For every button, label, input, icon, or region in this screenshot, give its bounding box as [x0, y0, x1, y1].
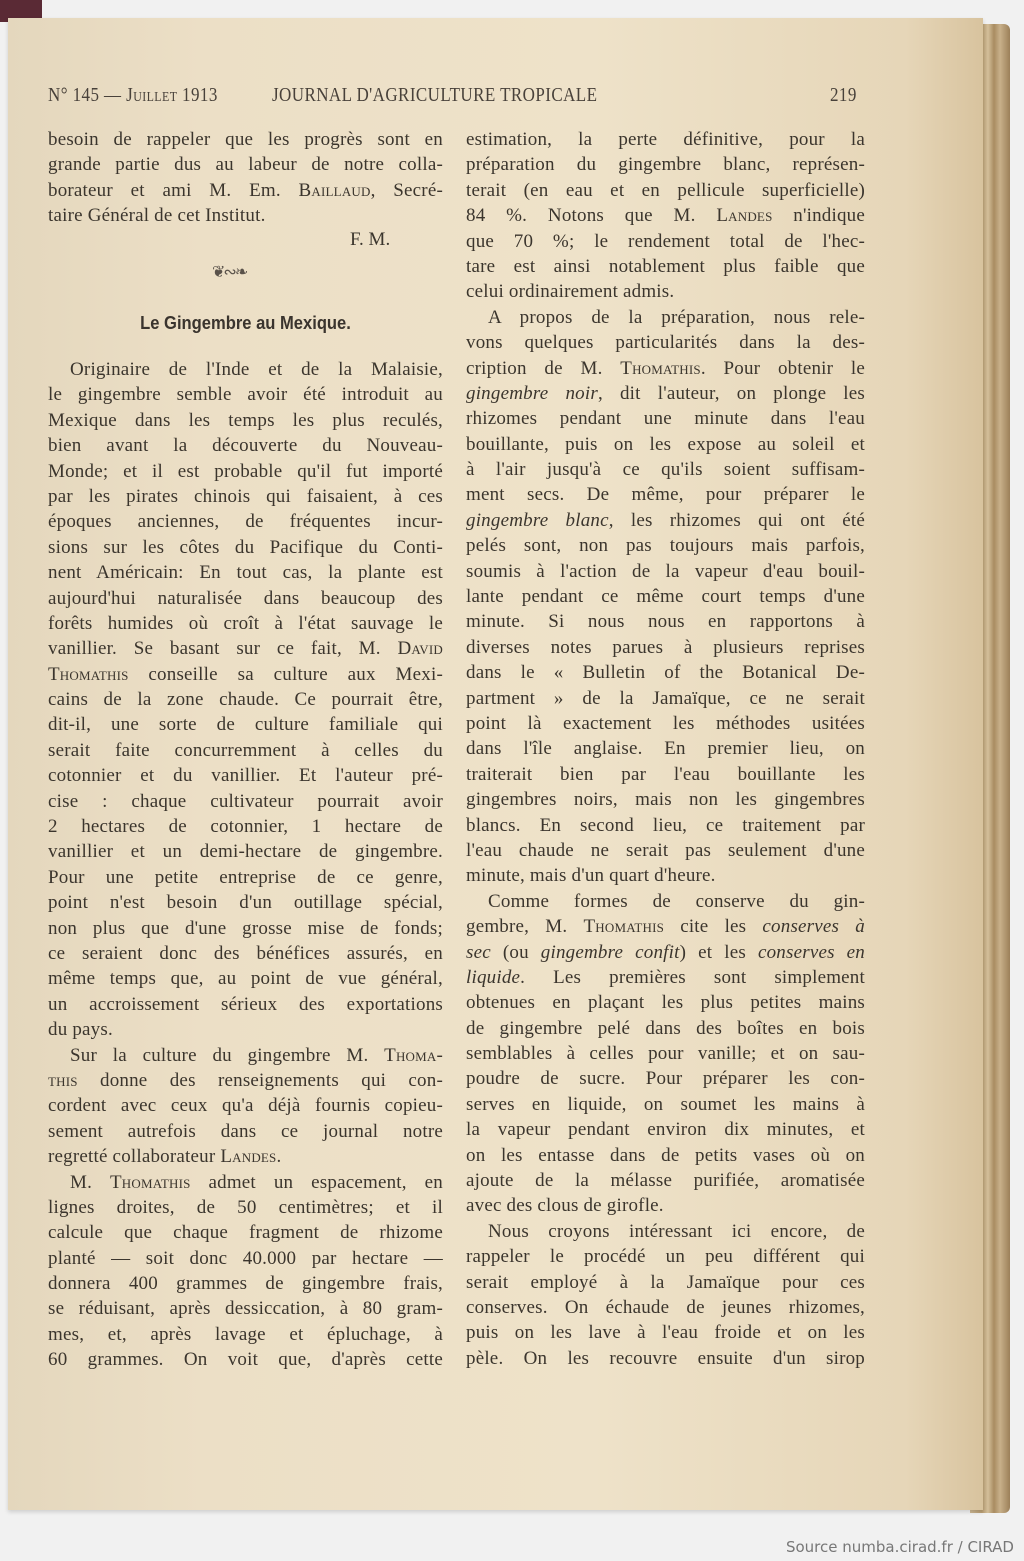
text-line [48, 839, 443, 864]
text-run: rappeler le procédé un peu différent qui [466, 1246, 865, 1268]
text-line [466, 559, 865, 584]
text-line [48, 1220, 443, 1245]
small-caps-name: Thomathis [48, 663, 129, 685]
text-line [48, 535, 443, 560]
text-line [48, 408, 443, 433]
text-run: . [276, 1146, 282, 1168]
text-line [466, 330, 865, 355]
text-line [466, 1016, 865, 1041]
text-line [466, 305, 865, 330]
text-run: . Les premières sont simplement [520, 966, 865, 988]
text-line [48, 687, 443, 712]
text-line [466, 1295, 865, 1320]
text-run: préparation du gingembre blanc, représen- [466, 154, 865, 176]
text-run: un accroissement sérieux des exportations [48, 993, 443, 1015]
text-line [48, 890, 443, 915]
text-line [48, 865, 443, 890]
text-line [48, 1119, 443, 1144]
text-line [466, 1346, 865, 1371]
text-line [466, 1244, 865, 1269]
text-run: vons quelques particularités dans la des- [466, 332, 865, 354]
text-run: diverses notes parues à plusieurs reprises [466, 636, 865, 658]
text-run: traiterait bien par l'eau bouillante les [466, 763, 865, 785]
text-run: conserves. On échaude de jeunes rhizomes, [466, 1296, 865, 1318]
italic-term: sec [466, 941, 491, 963]
text-line [466, 889, 865, 914]
text-line [466, 229, 865, 254]
text-run: époques anciennes, de fréquentes incur- [48, 511, 443, 533]
text-line [48, 382, 443, 407]
text-line [466, 254, 865, 279]
text-run: cains de la zone chaude. Ce pourrait être, [48, 689, 443, 711]
text-line [466, 279, 865, 304]
text-run: serait employé à la Jamaïque pour ces [466, 1271, 865, 1293]
text-line [466, 813, 865, 838]
text-run: point là exactement les méthodes usitées [466, 712, 865, 734]
text-line [466, 736, 865, 761]
source-credit: Source numba.cirad.fr / CIRAD [785, 1538, 1014, 1556]
text-run: estimation, la perte définitive, pour la [466, 129, 865, 150]
text-line [466, 406, 865, 431]
text-line [48, 1296, 443, 1321]
text-line [48, 763, 443, 788]
text-run: ajoute de la mélasse purifiée, aromatisée [466, 1170, 865, 1192]
left-column-continuation [48, 127, 443, 229]
text-line [48, 560, 443, 585]
text-run: Sur la culture du gingembre M. [70, 1044, 385, 1066]
italic-term: conserves à [762, 916, 865, 938]
text-run: dit-il, une sorte de culture familiale qui [48, 714, 443, 736]
text-line [48, 357, 443, 382]
text-run: bien avant la découverte du Nouveau- [48, 435, 443, 457]
text-line [466, 1092, 865, 1117]
text-line [466, 1193, 865, 1218]
text-run: lante pendant ce même court temps d'une [466, 586, 865, 608]
text-run: celui ordinairement admis. [466, 281, 675, 303]
text-line [466, 432, 865, 457]
text-run: , Secré- [370, 179, 443, 201]
text-run: sement autrefois dans ce journal notre [48, 1120, 443, 1142]
text-run: par les pirates chinois qui faisaient, à ces [48, 485, 443, 507]
text-line [48, 1144, 443, 1169]
text-line [466, 1219, 865, 1244]
text-line [466, 1143, 865, 1168]
text-line [466, 533, 865, 558]
text-run: l'eau chaude ne serait pas seulement d'une [466, 839, 865, 861]
text-line [48, 966, 443, 991]
text-line [466, 508, 865, 533]
text-run: regretté collaborateur [48, 1146, 221, 1168]
text-run: gingembres noirs, mais non les gingembres [466, 789, 865, 811]
text-line [48, 1093, 443, 1118]
text-run: A propos de la préparation, nous rele- [488, 306, 865, 328]
text-run: M. [70, 1171, 110, 1193]
text-run: Pour une petite entreprise de ce genre, [48, 866, 443, 888]
text-line [48, 814, 443, 839]
text-run: lignes droites, de 50 centimètres; et il [48, 1196, 443, 1218]
text-line [466, 457, 865, 482]
text-line [48, 586, 443, 611]
text-run: sions sur les côtes du Pacifique du Conti- [48, 536, 443, 558]
text-line [48, 509, 443, 534]
text-run: n'indique [772, 205, 865, 227]
text-run: conseille sa culture aux Mexi- [128, 663, 443, 685]
text-run: dans l'île anglaise. En premier lieu, on [466, 738, 865, 760]
text-run: ) et les [679, 941, 758, 963]
text-run: ment secs. De même, pour préparer le [466, 484, 865, 506]
text-line [466, 940, 865, 965]
text-run: rhizomes pendant une minute dans l'eau [466, 408, 865, 430]
text-run: du pays. [48, 1019, 113, 1041]
text-line [48, 611, 443, 636]
italic-term: gingembre blanc [466, 509, 609, 531]
text-line [466, 965, 865, 990]
text-run: ce seraient donc des bénéfices assurés, en [48, 942, 443, 964]
small-caps-name: Thoma- [384, 1044, 443, 1066]
text-line [48, 992, 443, 1017]
text-run: donnera 400 grammes de gingembre frais, [48, 1273, 443, 1295]
small-caps-name: this [48, 1069, 78, 1091]
italic-term: liquide [466, 966, 521, 988]
text-run: nent Américain: En tout cas, la plante est [48, 562, 443, 584]
text-run: puis on les lave à l'eau froide et on les [466, 1322, 865, 1344]
text-run: poudre de sucre. Pour préparer les con- [466, 1068, 865, 1090]
text-line [48, 1347, 443, 1372]
issue-month: Juillet [126, 84, 178, 106]
text-line [48, 203, 443, 228]
text-line [48, 662, 443, 687]
text-run: cordent avec ceux qu'a déjà fournis copieu- [48, 1095, 443, 1117]
text-line [466, 203, 865, 228]
text-line [466, 787, 865, 812]
text-run: serait faite concurremment à celles du [48, 739, 443, 761]
text-run: serves en liquide, on soumet les mains à [466, 1093, 865, 1115]
text-line [466, 1041, 865, 1066]
text-run: (ou [490, 941, 541, 963]
small-caps-name: Landes [716, 205, 773, 227]
text-run: la vapeur pendant environ dix minutes, et [466, 1119, 865, 1141]
text-run: bouillante, puis on les expose au soleil et [466, 433, 865, 455]
text-line [48, 916, 443, 941]
issue-year: 1913 [177, 84, 218, 106]
text-line [466, 178, 865, 203]
text-line [466, 990, 865, 1015]
journal-title: JOURNAL D'AGRICULTURE TROPICALE [272, 84, 598, 106]
text-run: minute. Si nous nous en rapportons à [466, 611, 865, 633]
issue-number: N° 145 — [48, 84, 127, 106]
ornament-divider: ❦∾❧ [212, 264, 247, 281]
text-line [466, 482, 865, 507]
text-run: calcule que chaque fragment de rhizome [48, 1222, 443, 1244]
small-caps-name: David [397, 638, 443, 660]
text-run: 84 %. Notons que M. [466, 205, 717, 227]
text-run: Mexique dans les temps les plus reculés, [48, 409, 443, 431]
text-run: Monde; et il est probable qu'il fut importé [48, 460, 443, 482]
text-line [466, 356, 865, 381]
text-line [48, 152, 443, 177]
small-caps-name: Thomathis [583, 916, 665, 938]
text-run: vanillier et un demi-hectare de gingembre. [48, 841, 443, 863]
text-run: vanillier. Se basant sur ce fait, M. [48, 638, 398, 660]
text-run: donne des renseignements qui con- [77, 1069, 443, 1091]
right-column-body [466, 127, 865, 1371]
text-line [48, 636, 443, 661]
text-run: 2 hectares de cotonnier, 1 hectare de [48, 816, 443, 838]
text-run: , dit l'auteur, on plonge les [597, 382, 866, 404]
text-line [48, 1043, 443, 1068]
text-run: aujourd'hui naturalisée dans beaucoup des [48, 587, 443, 609]
text-line [48, 127, 443, 152]
small-caps-name: Baillaud [298, 179, 371, 201]
text-line [466, 762, 865, 787]
text-run: blancs. En second lieu, ce traitement par [466, 814, 865, 836]
text-run: terait (en eau et en pellicule superficielle) [466, 179, 865, 201]
text-line [466, 381, 865, 406]
text-line [466, 686, 865, 711]
text-run: grande partie dus au labeur de notre colla- [48, 154, 443, 176]
text-line [48, 738, 443, 763]
text-line [466, 863, 865, 888]
text-line [48, 1068, 443, 1093]
text-run: cription de M. [466, 357, 621, 379]
text-run: besoin de rappeler que les progrès sont en [48, 129, 443, 150]
text-run: avec des clous de girofle. [466, 1195, 664, 1217]
text-line [48, 459, 443, 484]
text-run: gembre, M. [466, 916, 584, 938]
text-run: 60 grammes. On voit que, d'après cette [48, 1349, 443, 1371]
text-run: dans le « Bulletin of the Botanical De- [466, 662, 865, 684]
text-run: que 70 %; le rendement total de l'hec- [466, 230, 865, 252]
text-run: cise : chaque cultivateur pourrait avoir [48, 790, 443, 812]
small-caps-name: Landes [220, 1146, 277, 1168]
text-run: . Pour obtenir le [700, 357, 865, 379]
text-line [48, 1246, 443, 1271]
text-line [466, 152, 865, 177]
text-line [48, 1017, 443, 1042]
text-run: pelés sont, non pas toujours mais parfois, [466, 535, 865, 557]
text-run: borateur et ami M. Em. [48, 179, 299, 201]
text-line [466, 1168, 865, 1193]
text-run: à l'air jusqu'à ce qu'ils soient suffisam- [466, 459, 865, 481]
text-run: mes, et, après lavage et épluchage, à [48, 1323, 443, 1345]
text-line [48, 789, 443, 814]
text-run: taire Général de cet Institut. [48, 205, 266, 227]
italic-term: gingembre confit [540, 941, 680, 963]
text-run: même temps que, au point de vue général, [48, 968, 443, 990]
text-run: non plus que d'une grosse mise de fonds; [48, 917, 443, 939]
issue-info [48, 84, 218, 107]
text-run: le gingembre semble avoir été introduit au [48, 384, 443, 406]
text-line [466, 127, 865, 152]
italic-term: gingembre noir [466, 382, 598, 404]
small-caps-name: Thomathis [620, 357, 701, 379]
text-run: , les rhizomes qui ont été [608, 509, 865, 531]
text-run: tare est ainsi notablement plus faible que [466, 255, 865, 277]
text-run: forêts humides où croît à l'état sauvage le [48, 612, 443, 634]
text-line [466, 584, 865, 609]
text-run: minute, mais d'un quart d'heure. [466, 865, 716, 887]
text-line [466, 1117, 865, 1142]
text-line [466, 838, 865, 863]
text-line [48, 178, 443, 203]
text-line [48, 712, 443, 737]
text-run: de gingembre pelé dans des boîtes en bois [466, 1017, 865, 1039]
text-line [48, 1195, 443, 1220]
article-title: Le Gingembre au Mexique. [140, 313, 351, 333]
text-line [466, 660, 865, 685]
text-run: planté — soit donc 40.000 par hectare — [48, 1247, 443, 1269]
text-line [466, 914, 865, 939]
left-column-body [48, 357, 443, 1373]
page-number: 219 [830, 84, 857, 106]
text-run: se réduisant, après dessiccation, à 80 gram- [48, 1298, 443, 1320]
text-run: partment » de la Jamaïque, ce ne serait [466, 687, 865, 709]
text-run: Nous croyons intéressant ici encore, de [488, 1220, 865, 1242]
text-line [48, 433, 443, 458]
text-line [48, 484, 443, 509]
text-run: semblables à celles pour vanille; et on sau- [466, 1043, 865, 1065]
text-line [466, 1270, 865, 1295]
text-line [466, 1066, 865, 1091]
text-run: obtenues en plaçant les plus petites mains [466, 992, 865, 1014]
text-run: point n'est besoin d'un outillage spécial, [48, 892, 443, 914]
text-line [466, 1320, 865, 1345]
text-run: cite les [664, 916, 763, 938]
text-run: soumis à l'action de la vapeur d'eau bouil- [466, 560, 865, 582]
text-run: on les entasse dans de petits vases où on [466, 1144, 865, 1166]
text-line [466, 711, 865, 736]
text-run: Originaire de l'Inde et de la Malaisie, [70, 359, 443, 380]
text-run: admet un espacement, en [190, 1171, 443, 1193]
text-line [466, 635, 865, 660]
text-line [466, 609, 865, 634]
signature: F. M. [350, 229, 391, 250]
text-run: Comme formes de conserve du gin- [488, 890, 865, 912]
text-line [48, 1322, 443, 1347]
italic-term: conserves en [757, 941, 866, 963]
text-line [48, 1170, 443, 1195]
text-run: pèle. On les recouvre ensuite d'un sirop [466, 1347, 865, 1369]
small-caps-name: Thomathis [109, 1171, 191, 1193]
text-line [48, 941, 443, 966]
text-line [48, 1271, 443, 1296]
text-run: cotonnier et du vanillier. Et l'auteur pré- [48, 765, 443, 787]
